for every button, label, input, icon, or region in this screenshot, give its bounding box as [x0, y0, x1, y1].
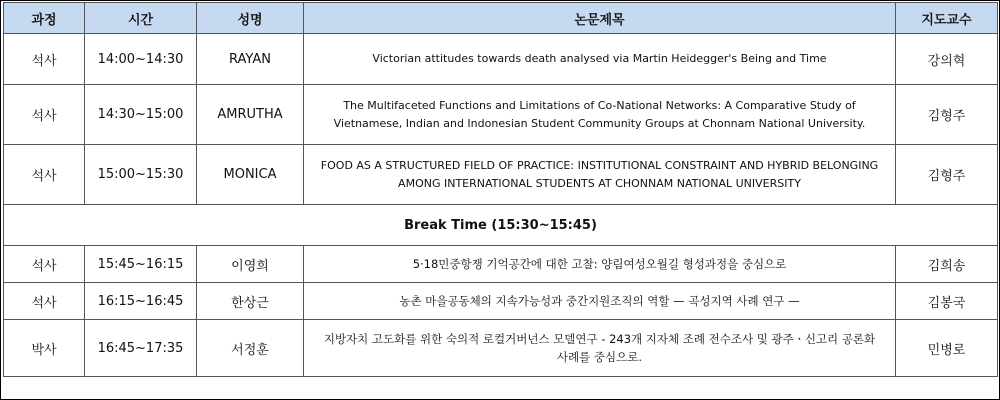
header-title: 논문제목 — [304, 3, 896, 34]
title-cell: Victorian attitudes towards death analysed via Martin Heidegger's Being and Time — [304, 34, 896, 85]
time-cell: 16:45~17:35 — [85, 320, 197, 377]
title-cell: 5·18민중항쟁 기억공간에 대한 고찰: 양림여성오월길 형성과정을 중심으로 — [304, 246, 896, 283]
table-row — [4, 320, 998, 377]
advisor-cell: 민병로 — [896, 320, 998, 377]
title-cell: The Multifaceted Functions and Limitations of Co-National Networks: A Comparative Study of Vietnamese, Indian and Indonesian Student Community Groups at Chonnam National University. — [304, 85, 896, 145]
advisor-cell: 김희송 — [896, 246, 998, 283]
advisor-cell: 강의혁 — [896, 34, 998, 85]
header-advisor: 지도교수 — [896, 3, 998, 34]
advisor-cell: 김형주 — [896, 85, 998, 145]
table-row — [4, 145, 998, 205]
degree-cell: 박사 — [4, 320, 85, 377]
name-cell: 이영희 — [197, 246, 304, 283]
table-row — [4, 283, 998, 320]
header-time: 시간 — [85, 3, 197, 34]
break-time-label: Break Time (15:30~15:45) — [4, 205, 998, 246]
degree-cell: 석사 — [4, 145, 85, 205]
time-cell: 15:45~16:15 — [85, 246, 197, 283]
header-row — [4, 3, 998, 34]
degree-cell: 석사 — [4, 283, 85, 320]
degree-cell: 석사 — [4, 34, 85, 85]
time-cell: 14:30~15:00 — [85, 85, 197, 145]
break-row — [4, 205, 998, 246]
time-cell: 14:00~14:30 — [85, 34, 197, 85]
header-degree: 과정 — [4, 3, 85, 34]
table-row — [4, 246, 998, 283]
time-cell: 16:15~16:45 — [85, 283, 197, 320]
header-name: 성명 — [197, 3, 304, 34]
schedule-table — [3, 2, 998, 377]
degree-cell: 석사 — [4, 85, 85, 145]
advisor-cell: 김봉국 — [896, 283, 998, 320]
name-cell: 한상근 — [197, 283, 304, 320]
name-cell: RAYAN — [197, 34, 304, 85]
table-row — [4, 85, 998, 145]
title-cell: 농촌 마을공동체의 지속가능성과 중간지원조직의 역할 — 곡성지역 사례 연구 — — [304, 283, 896, 320]
title-cell: FOOD AS A STRUCTURED FIELD OF PRACTICE: INSTITUTIONAL CONSTRAINT AND HYBRID BELONGING AMONG INTERNATIONAL STUDENTS AT CHONNAM NATIONAL UNIVERSITY — [304, 145, 896, 205]
title-cell: 지방자치 고도화를 위한 숙의적 로컬거버넌스 모델연구 - 243개 지자체 조례 전수조사 및 광주ㆍ신고리 공론화 사례를 중심으로. — [304, 320, 896, 377]
advisor-cell: 김형주 — [896, 145, 998, 205]
degree-cell: 석사 — [4, 246, 85, 283]
name-cell: MONICA — [197, 145, 304, 205]
table-row — [4, 34, 998, 85]
name-cell: AMRUTHA — [197, 85, 304, 145]
time-cell: 15:00~15:30 — [85, 145, 197, 205]
name-cell: 서정훈 — [197, 320, 304, 377]
